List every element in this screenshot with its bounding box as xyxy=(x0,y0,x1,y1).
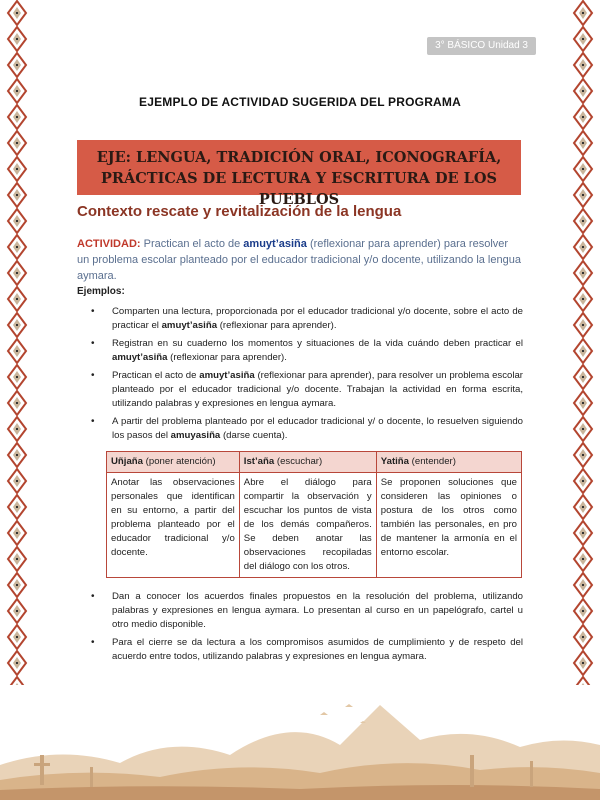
table-header: Yatiña (entender) xyxy=(376,452,521,473)
table-header: Ist’aña (escuchar) xyxy=(239,452,376,473)
axis-banner xyxy=(77,140,521,208)
steps-table xyxy=(106,451,522,578)
axis-banner-line2: PRÁCTICAS DE LECTURA Y ESCRITURA DE LOS PUEBLOS xyxy=(101,170,497,208)
activity-text-2: (reflexionar para aprender) para resolver un problema escolar planteado por el educador tradicional y/o docente, utilizando la lengua aymara. xyxy=(77,238,521,282)
list-item: • A partir del problema planteado por el educador tradicional y/ o docente, lo resuelven siguiendo los pasos del amuyasiña (darse cuenta). xyxy=(77,415,523,443)
list-item: • Comparten una lectura, proporcionada por el educador tradicional y/o docente, sobre el acto de practicar el amuyt’asiña (reflexionar para aprender). xyxy=(77,305,523,333)
examples-list xyxy=(77,305,523,447)
activity-paragraph xyxy=(77,236,523,284)
table-header: Uñjaña (poner atención) xyxy=(107,452,240,473)
closing-list xyxy=(77,590,523,668)
table-cell: Se proponen soluciones que consideren las opiniones o postura de los otros como también las personales, en pro de mantener la armonía en el entorno escolar. xyxy=(376,473,521,578)
list-item: • Dan a conocer los acuerdos finales propuestos en la resolución del problema, utilizando palabras y expresiones en lengua aymara. Lo presentan al curso en un papelógrafo, cartel u otro medio disponible. xyxy=(77,590,523,632)
table-row xyxy=(107,473,522,578)
table-cell: Anotar las observaciones personales que identifican en su entorno, a partir del problema planteado por el educador tradicional y/o docente. xyxy=(107,473,240,578)
activity-term: amuyt’asiña xyxy=(243,238,307,250)
list-item: • Para el cierre se da lectura a los compromisos asumidos de cumplimiento y de respeto del acuerdo entre todos, utilizando palabras y expresiones en lengua aymara. xyxy=(77,636,523,664)
list-item: • Registran en su cuaderno los momentos y situaciones de la vida cuándo deben practicar el amuyt’asiña (reflexionar para aprender). xyxy=(77,337,523,365)
table-header-row xyxy=(107,452,522,473)
section-subtitle: Contexto rescate y revitalización de la lengua xyxy=(77,203,402,220)
axis-banner-line1: EJE: LENGUA, TRADICIÓN ORAL, ICONOGRAFÍA, xyxy=(96,149,502,166)
examples-label: Ejemplos: xyxy=(77,286,125,297)
page-title: EJEMPLO DE ACTIVIDAD SUGERIDA DEL PROGRAMA xyxy=(139,95,461,109)
activity-text-1: Practican el acto de xyxy=(140,238,244,250)
list-item: • Practican el acto de amuyt’asiña (reflexionar para aprender), para resolver un problema escolar planteado por el educador tradicional y/o docente. Trabajan la actividad en forma escrita, utilizando palabras y expresiones en lengua aymara. xyxy=(77,369,523,411)
activity-label: ACTIVIDAD: xyxy=(77,238,141,250)
decorative-footer-landscape xyxy=(0,685,600,800)
table-cell: Abre el diálogo para compartir la observación y escuchar los puntos de vista de los demás compañeros. Se deben anotar las observaciones recopiladas del diálogo con los otros. xyxy=(239,473,376,578)
grade-unit-badge: 3° BÁSICO Unidad 3 xyxy=(427,37,536,55)
